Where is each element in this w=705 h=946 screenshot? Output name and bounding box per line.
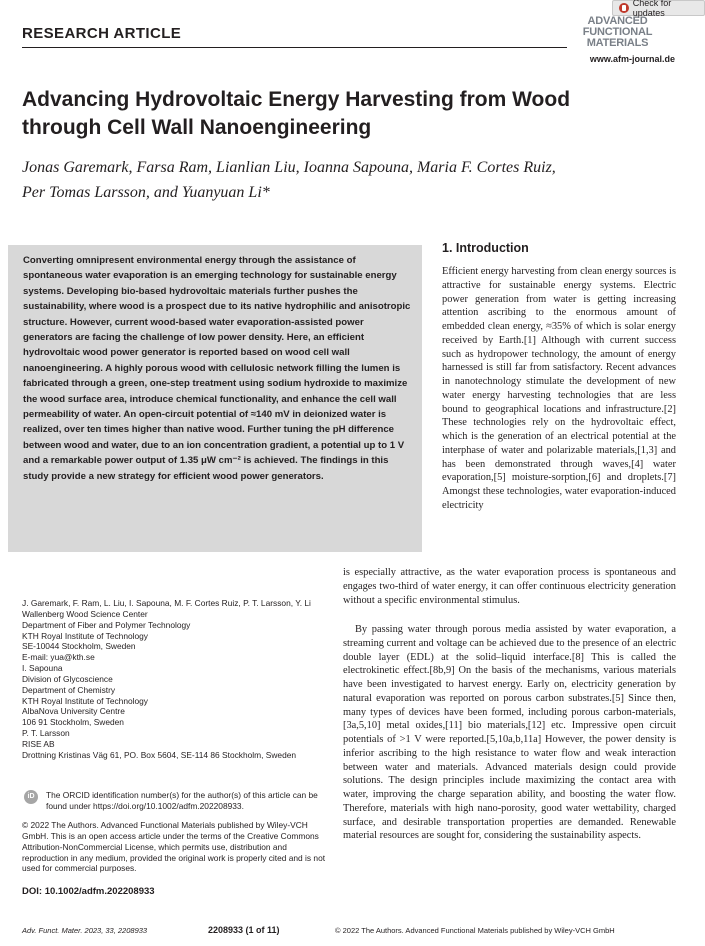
footer-citation: Adv. Funct. Mater. 2023, 33, 2208933 (22, 926, 148, 935)
intro-p1-narrow-text: Efficient energy harvesting from clean energy sources is attractive for sustainable energy systems. Electric power generation from water is getting increasing attention ascribing to the enormous amount of embedded clean energy, ≈35% of which is solar energy received by Earth.[1] Although with current success such as hydropower technology, the amount of energy harnessed is still far from satisfactory. Recent advances in nanotechnology stimulate the development of new water energy harvesting technologies that are less bound to geographical locations and infrastructure.[2] These technologies rely on the hydrovoltaic effect, which is the generation of an electrical potential at the interphase of water and polarizable materials,[1,3] and has been demonstrated through waves,[4] water evaporation,[5] moisture-sorption,[6] and droplets.[7] Amongst these technologies, water evaporation-induced electricity (442, 266, 676, 511)
affil-line: I. Sapouna (22, 663, 63, 674)
intro-heading: 1. Introduction (442, 241, 529, 255)
affil-line: Drottning Kristinas Väg 61, PO. Box 5604, SE-114 86 Stockholm, Sweden (22, 749, 297, 760)
journal-logo-line2: FUNCTIONAL (582, 26, 653, 38)
affil-line: 106 91 Stockholm, Sweden (22, 717, 124, 728)
check-updates-icon (619, 3, 629, 13)
authors-line-1: Jonas Garemark, Farsa Ram, Lianlian Liu, Ioanna Sapouna, Maria F. Cortes Ruiz, (22, 159, 556, 176)
affil-line: Division of Glycoscience (22, 673, 113, 684)
affil-line: KTH Royal Institute of Technology (22, 695, 148, 706)
orcid-note: The ORCID identification number(s) for the author(s) of this article can be found under https://doi.org/10.1002/adfm.202208933. (46, 790, 318, 811)
footer-page-number: 2208933 (1 of 11) (208, 925, 280, 935)
affil-email[interactable]: E-mail: yua@kth.se (22, 652, 95, 663)
article-title: Advancing Hydrovoltaic Energy Harvesting from Wood through Cell Wall Nanoengineering (22, 88, 571, 139)
copyright-notice: © 2022 The Authors. Advanced Functional Materials published by Wiley-VCH GmbH. This is an open access article under the terms of the Creative Commons Attribution-NonCommercial License, which permits use, distribution and reproduction in any medium, provided the original work is properly cited and is not used for commercial purposes. (22, 820, 326, 874)
affil-line: Department of Fiber and Polymer Technology (22, 619, 191, 630)
affil-line: P. T. Larsson (22, 728, 70, 739)
affil-line: J. Garemark, F. Ram, L. Liu, I. Sapouna, M. F. Cortes Ruiz, P. T. Larsson, Y. Li (22, 598, 311, 608)
section-tag: RESEARCH ARTICLE (22, 25, 182, 42)
orcid-icon[interactable]: iD (24, 790, 38, 804)
abstract-box (8, 245, 422, 552)
intro-paragraph-1-wide (343, 566, 676, 607)
affiliations (22, 598, 332, 761)
check-for-updates-button[interactable] (612, 0, 705, 16)
affil-line: RISE AB (22, 738, 55, 749)
affil-line: SE-10044 Stockholm, Sweden (22, 641, 136, 652)
journal-logo-line1: ADVANCED (587, 15, 648, 27)
intro-p1-wide-text: is especially attractive, as the water evaporation process is spontaneous and engages two-third of water energy, it can offer continuous electricity generation without a specific environmental stimulus. (343, 567, 676, 606)
journal-logo (560, 16, 675, 49)
abstract-text: Converting omnipresent environmental energy through the assistance of spontaneous water evaporation is an emerging technology for sustainable energy systems. Developing bio-based hydrovoltaic materials further pushes the sustainability, where wood is a prospect due to its native hydrophilic and anisotropic structure. However, current wood-based water evaporation-assisted power generators are facing the challenge of low power density. Here, an efficient hydrovoltaic wood power generator is reported based on wood cell wall nanoengineering. A highly porous wood with cellulosic network filling the lumen is fabricated through a green, one-step treatment using sodium hydroxide to maximize the wood surface area, introduce chemical functionality, and enhance the cell wall permeability of water. An open-circuit potential of ≈140 mV in deionized water is realized, over ten times higher than native wood. Further tuning the pH difference between wood and water, due to an ion concentration gradient, a potential up to 1 V and a remarkable power output of 1.35 μW cm⁻² is achieved. The findings in this study provide a new strategy for efficient wood power generators. (23, 255, 411, 482)
affil-line: KTH Royal Institute of Technology (22, 630, 148, 641)
intro-paragraph-2 (343, 623, 676, 843)
header-rule (22, 47, 567, 48)
affil-line: AlbaNova University Centre (22, 706, 125, 717)
affil-line: Department of Chemistry (22, 684, 116, 695)
affil-line: Wallenberg Wood Science Center (22, 608, 148, 619)
footer-publisher: © 2022 The Authors. Advanced Functional Materials published by Wiley-VCH GmbH (335, 926, 615, 935)
author-list (22, 155, 672, 205)
journal-url[interactable]: www.afm-journal.de (589, 54, 675, 64)
intro-paragraph-1-narrow (442, 265, 676, 513)
journal-logo-line3: MATERIALS (586, 37, 649, 49)
intro-p2-text: By passing water through porous media assisted by water evaporation, a streaming current and voltage can be achieved due to the presence of an electric double layer (EDL) at the solid–liquid interface.[8] This is called the electrokinetic effect.[8b,9] On the basis of the mechanisms, various materials have been investigated to harvest energy. Early on, electricity generation by natural evaporation was reported on porous carbon substrates.[5] Since then, many types of devices have been formed, including porous carbon-materials,[3a,5,10] metal oxides,[11] bio materials,[12] etc. Impressive open circuit potentials of >1 V were reported.[5,10a,b,11a] However, the power density is inferior ascribing to the high resistance to water flow and weak interaction between water and materials. Advanced materials design could provide solutions. The design principles include maximizing the contact area with water, improving the charge separation ability, and boosting the water flow. Therefore, materials with high nano-porosity, good water wettability, charged surface, and desirable transportation properties are demanded. Renewable material resources are sought for, considering the sustainability aspects. (343, 624, 676, 842)
check-for-updates-label: Check for updates (632, 0, 672, 18)
article-doi[interactable]: DOI: 10.1002/adfm.202208933 (22, 886, 155, 897)
authors-line-2: Per Tomas Larsson, and Yuanyuan Li* (22, 184, 270, 201)
